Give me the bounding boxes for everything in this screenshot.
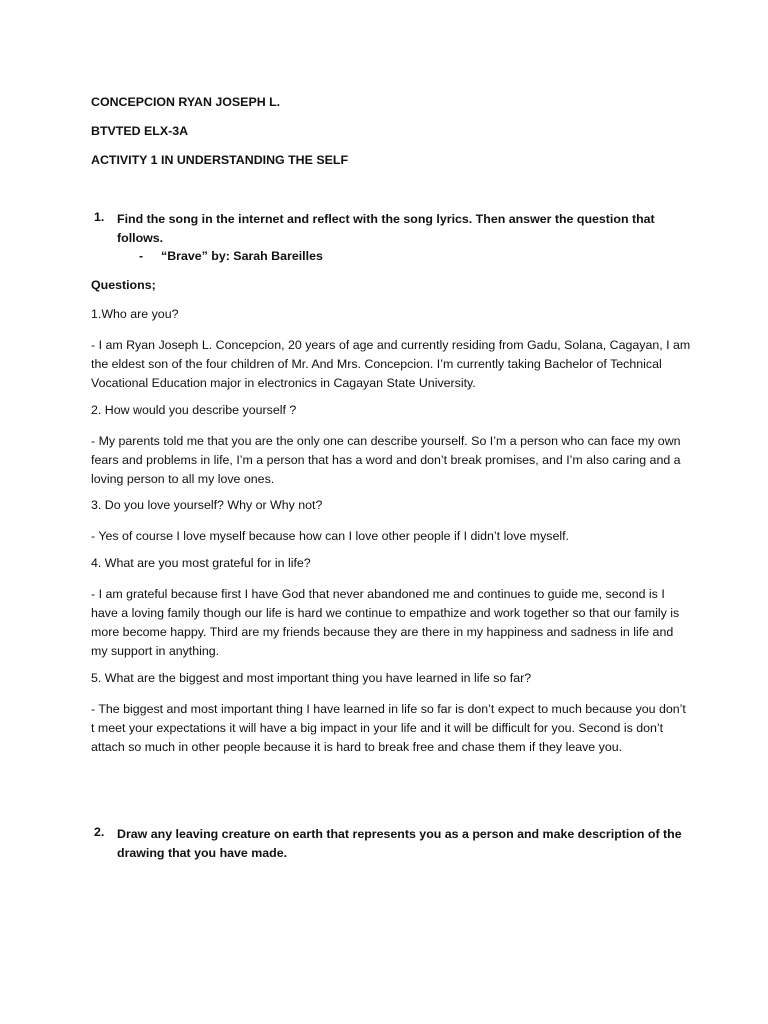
questions-label: Questions; xyxy=(91,278,156,292)
answer-1: - I am Ryan Joseph L. Concepcion, 20 years of age and currently residing from Gadu, Solana, Cagayan, I am the eldest son of the four children of Mr. And Mrs. Concepcion. I’m currently taking Bachelor of Technical Vocational Education major in electronics in Cagayan State University. xyxy=(91,338,691,390)
course-section: BTVTED ELX-3A xyxy=(91,124,189,138)
answer-3: - Yes of course I love myself because how can I love other people if I didn’t love myself. xyxy=(91,529,569,543)
answer-2: - My parents told me that you are the only one can describe yourself. So I’m a person who can face my own fears and problems in life, I’m a person that has a word and don’t break promises, and I’m also caring and a loving person to all my love ones. xyxy=(91,434,681,486)
answer-5: - The biggest and most important thing I have learned in life so far is don’t expect to much because you don’t t meet your expectations it will have a big impact in your life and it will be difficult for you. Second is don’t attach so much in other people because it is hard to break free and chase them if they leave you. xyxy=(91,702,686,754)
student-name: CONCEPCION RYAN JOSEPH L. xyxy=(91,95,281,109)
item-1-instruction: Find the song in the internet and reflect with the song lyrics. Then answer the question that follows. xyxy=(117,212,655,245)
item-2-number: 2. xyxy=(94,825,105,839)
activity-title: ACTIVITY 1 IN UNDERSTANDING THE SELF xyxy=(91,153,349,167)
song-dash: - xyxy=(139,249,144,263)
answer-4: - I am grateful because first I have God that never abandoned me and continues to guide me, second is I have a loving family though our life is hard we continue to empathize and work together so that our family is more become happy. Third are my friends because they are there in my happiness and sadness in life and my support in anything. xyxy=(91,587,680,658)
question-1: 1.Who are you? xyxy=(91,307,179,321)
song-title: “Brave” by: Sarah Bareilles xyxy=(161,249,323,263)
question-5: 5. What are the biggest and most important thing you have learned in life so far? xyxy=(91,671,532,685)
item-2-instruction: Draw any leaving creature on earth that represents you as a person and make description of the drawing that you have made. xyxy=(117,827,682,860)
question-2: 2. How would you describe yourself ? xyxy=(91,403,297,417)
question-4: 4. What are you most grateful for in life? xyxy=(91,556,311,570)
item-1-number: 1. xyxy=(94,210,105,224)
question-3: 3. Do you love yourself? Why or Why not? xyxy=(91,498,323,512)
